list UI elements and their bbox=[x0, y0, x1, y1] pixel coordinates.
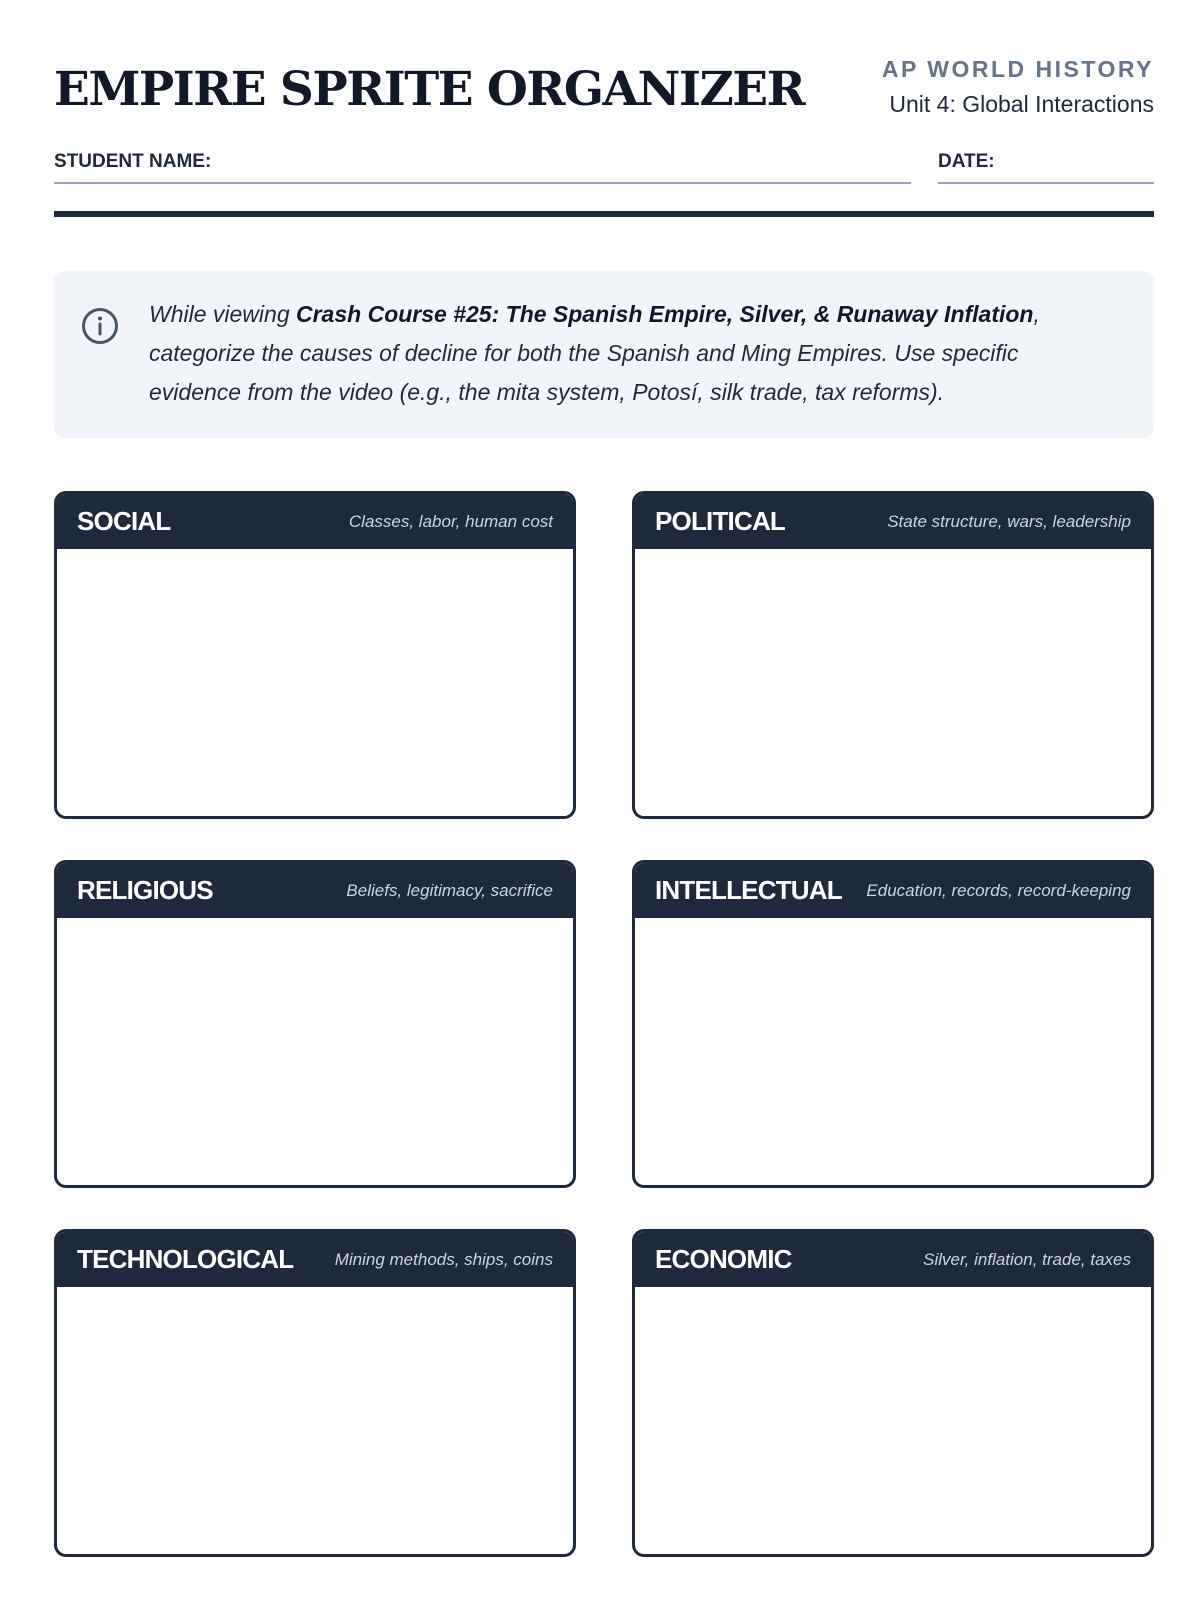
date-label: DATE: bbox=[938, 151, 995, 172]
page-title: EMPIRE SPRITE ORGANIZER bbox=[54, 62, 805, 117]
date-field[interactable] bbox=[938, 182, 1154, 184]
category-card-intellectual bbox=[632, 860, 1154, 1188]
card-title: RELIGIOUS bbox=[77, 875, 213, 905]
course-name: AP WORLD HISTORY bbox=[881, 56, 1154, 82]
card-title: TECHNOLOGICAL bbox=[77, 1244, 294, 1274]
card-subtitle: State structure, wars, leadership bbox=[887, 511, 1131, 531]
category-card-social bbox=[54, 491, 576, 819]
card-header bbox=[635, 863, 1151, 918]
card-header bbox=[57, 1232, 573, 1287]
card-header bbox=[57, 494, 573, 549]
card-subtitle: Beliefs, legitimacy, sacrifice bbox=[346, 880, 553, 900]
instructions-text bbox=[149, 295, 1114, 412]
answer-area-economic[interactable] bbox=[635, 1287, 1151, 1554]
card-subtitle: Silver, inflation, trade, taxes bbox=[923, 1249, 1131, 1269]
card-title: POLITICAL bbox=[655, 506, 786, 536]
category-card-economic bbox=[632, 1229, 1154, 1557]
card-subtitle: Mining methods, ships, coins bbox=[334, 1249, 553, 1269]
info-icon bbox=[81, 307, 119, 345]
answer-area-religious[interactable] bbox=[57, 918, 573, 1185]
answer-area-social[interactable] bbox=[57, 549, 573, 816]
card-header bbox=[57, 863, 573, 918]
header-divider bbox=[54, 211, 1154, 217]
card-subtitle: Classes, labor, human cost bbox=[348, 511, 553, 531]
card-title: INTELLECTUAL bbox=[655, 875, 842, 905]
instructions-suffix: , categorize the causes of decline for both the Spanish and Ming Empires. Use specific evidence from the video (e.g., the mita system, Potosí, silk trade, tax reforms). bbox=[149, 301, 1040, 405]
card-header bbox=[635, 1232, 1151, 1287]
category-card-political bbox=[632, 491, 1154, 819]
student-name-label: STUDENT NAME: bbox=[54, 151, 212, 172]
video-title: Crash Course #25: The Spanish Empire, Silver, & Runaway Inflation bbox=[296, 301, 1034, 327]
category-card-religious bbox=[54, 860, 576, 1188]
instructions-box bbox=[54, 271, 1154, 438]
card-title: ECONOMIC bbox=[655, 1244, 792, 1274]
unit-name: Unit 4: Global Interactions bbox=[889, 91, 1154, 117]
answer-area-intellectual[interactable] bbox=[635, 918, 1151, 1185]
student-name-field[interactable] bbox=[54, 182, 911, 184]
instructions-prefix: While viewing bbox=[149, 301, 296, 327]
answer-area-technological[interactable] bbox=[57, 1287, 573, 1554]
card-subtitle: Education, records, record-keeping bbox=[866, 880, 1131, 900]
answer-area-political[interactable] bbox=[635, 549, 1151, 816]
card-title: SOCIAL bbox=[77, 506, 171, 536]
category-card-technological bbox=[54, 1229, 576, 1557]
card-header bbox=[635, 494, 1151, 549]
